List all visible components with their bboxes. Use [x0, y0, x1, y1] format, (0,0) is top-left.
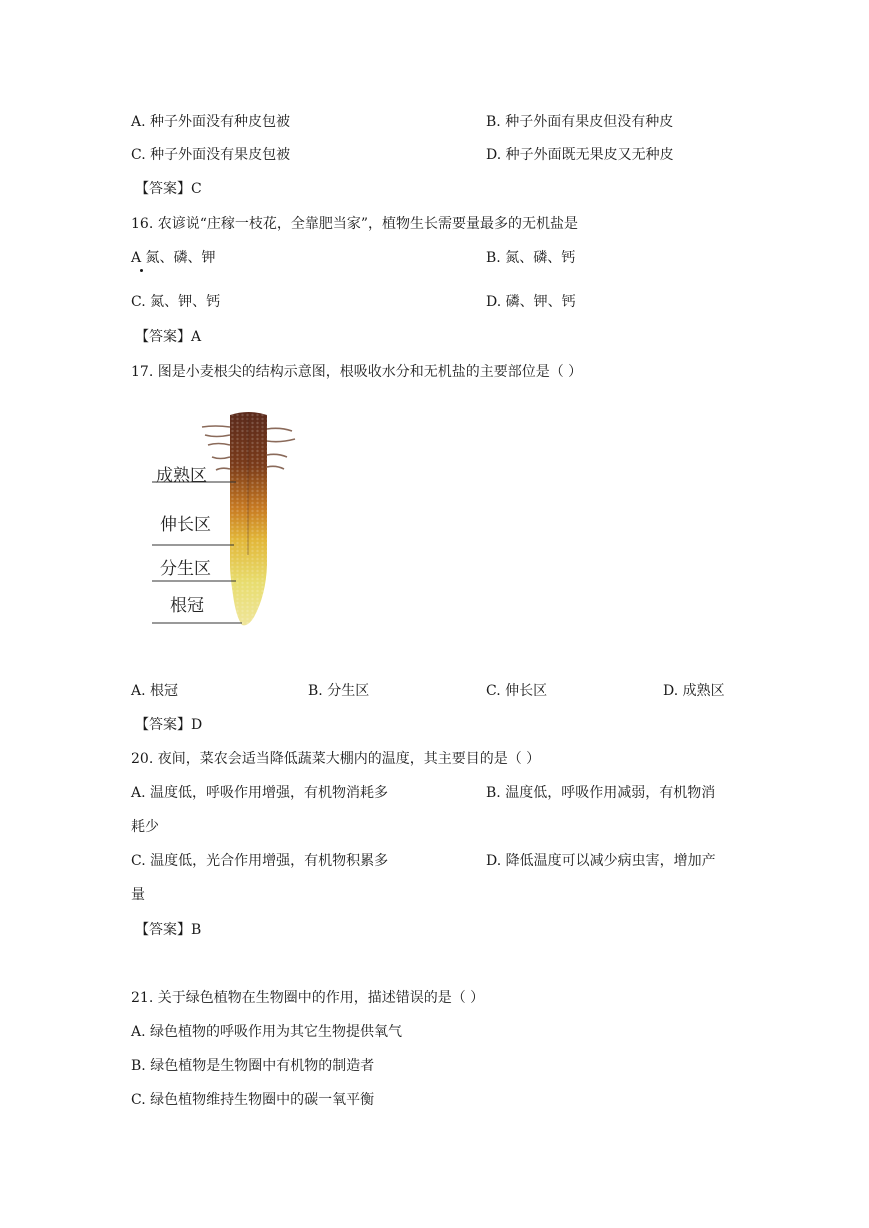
q20-stem: 20. 夜间，菜农会适当降低蔬菜大棚内的温度，其主要目的是（ ）	[131, 751, 541, 767]
q21-option-c: C. 绿色植物维持生物圈中的碳一氧平衡	[131, 1092, 375, 1108]
q17-option-a: A. 根冠	[131, 683, 179, 699]
q16-stem: 16. 农谚说“庄稼一枝花，全靠肥当家”，植物生长需要量最多的无机盐是	[131, 216, 579, 232]
q20-option-d: D. 降低温度可以减少病虫害，增加产	[486, 853, 716, 869]
q21-option-a: A. 绿色植物的呼吸作用为其它生物提供氧气	[131, 1024, 403, 1040]
q17-stem: 17. 图是小麦根尖的结构示意图，根吸收水分和无机盐的主要部位是（ ）	[131, 364, 583, 380]
q17-answer: 【答案】D	[135, 717, 203, 733]
q16-option-b: B. 氮、磷、钙	[486, 250, 576, 266]
label-root-cap: 根冠	[170, 596, 204, 616]
q20-option-b-continued: 耗少	[131, 819, 159, 835]
q20-option-c: C. 温度低，光合作用增强，有机物积累多	[131, 853, 389, 869]
q17-option-c: C. 伸长区	[486, 683, 548, 699]
q21-option-b: B. 绿色植物是生物圈中有机物的制造者	[131, 1058, 375, 1074]
q21-stem: 21. 关于绿色植物在生物圈中的作用，描述错误的是（ ）	[131, 990, 485, 1006]
q20-option-b: B. 温度低，呼吸作用减弱，有机物消	[486, 785, 716, 801]
q15-option-a: A. 种子外面没有种皮包被	[131, 114, 291, 130]
q16-option-a: A 氮、磷、钾	[131, 250, 216, 266]
q15-answer: 【答案】C	[135, 181, 202, 197]
q15-option-c: C. 种子外面没有果皮包被	[131, 147, 291, 163]
q15-option-b: B. 种子外面有果皮但没有种皮	[486, 114, 674, 130]
q16-option-d: D. 磷、钾、钙	[486, 294, 576, 310]
decorative-dot	[140, 269, 143, 272]
q17-option-d: D. 成熟区	[663, 683, 725, 699]
q20-answer: 【答案】B	[135, 922, 202, 938]
q20-option-a: A. 温度低，呼吸作用增强，有机物消耗多	[131, 785, 389, 801]
q20-option-d-continued: 量	[131, 887, 145, 903]
root-tip-diagram	[150, 405, 310, 635]
q17-option-b: B. 分生区	[308, 683, 370, 699]
label-maturation-zone: 成熟区	[156, 466, 207, 486]
label-elongation-zone: 伸长区	[160, 515, 211, 535]
q16-answer: 【答案】A	[135, 329, 202, 345]
q15-option-d: D. 种子外面既无果皮又无种皮	[486, 147, 674, 163]
q16-option-c: C. 氮、钾、钙	[131, 294, 221, 310]
label-meristem-zone: 分生区	[160, 559, 211, 579]
